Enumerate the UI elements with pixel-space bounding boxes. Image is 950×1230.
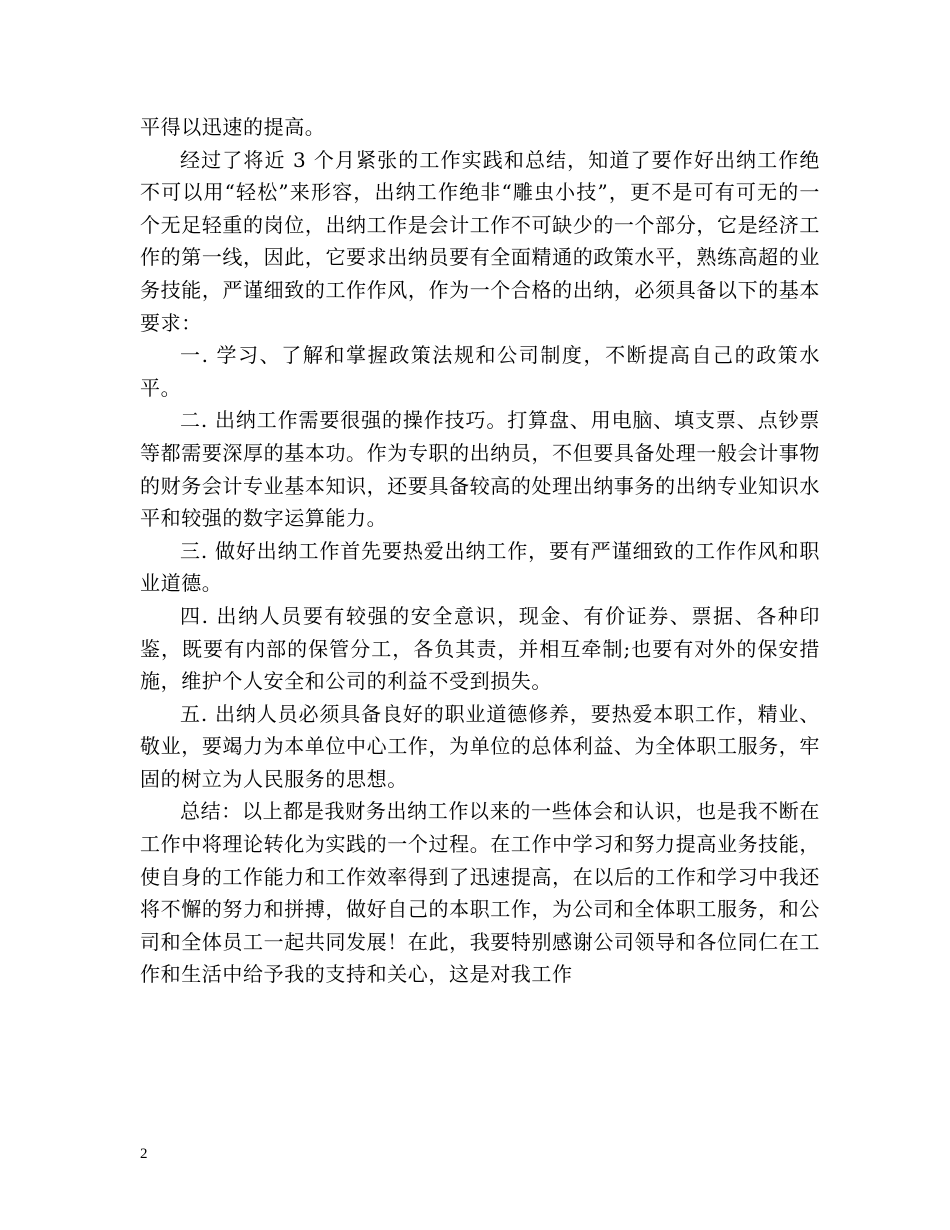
paragraph-summary: 总结：以上都是我财务出纳工作以来的一些体会和认识，也是我不断在工作中将理论转化为实践的一个过程。在工作中学习和努力提高业务技能，使自身的工作能力和工作效率得到了迅速提高，在以后的工作和学习中我还将不懈的努力和拼搏，做好自己的本职工作，为公司和全体职工服务，和公司和全体员工一起共同发展！在此，我要特别感谢公司领导和各位同仁在工作和生活中给予我的支持和关心，这是对我工作	[140, 799, 820, 987]
paragraph-requirement-4: 四. 出纳人员要有较强的安全意识，现金、有价证券、票据、各种印鉴，既要有内部的保管分工，各负其责，并相互牵制;也要有对外的保安措施，维护个人安全和公司的利益不受到损失。	[140, 603, 820, 694]
paragraph-requirement-3: 三. 做好出纳工作首先要热爱出纳工作，要有严谨细致的工作作风和职业道德。	[140, 538, 820, 596]
paragraph-continuation: 平得以迅速的提高。	[140, 115, 326, 139]
page-number: 2	[140, 1146, 148, 1162]
paragraph-intro: 经过了将近 3 个月紧张的工作实践和总结，知道了要作好出纳工作绝不可以用“轻松”来形容，出纳工作绝非“雕虫小技”，更不是可有可无的一个无足轻重的岗位，出纳工作是会计工作不可缺少的一个部分，它是经济工作的第一线，因此，它要求出纳员要有全面精通的政策水平，熟练高超的业务技能，严谨细致的工作作风，作为一个合格的出纳，必须具备以下的基本要求：	[140, 147, 820, 335]
paragraph-requirement-1: 一. 学习、了解和掌握政策法规和公司制度，不断提高自己的政策水平。	[140, 343, 820, 400]
paragraph-requirement-2: 二. 出纳工作需要很强的操作技巧。打算盘、用电脑、填支票、点钞票等都需要深厚的基本功。作为专职的出纳员，不但要具备处理一般会计事物的财务会计专业基本知识，还要具备较高的处理出纳事务的出纳专业知识水平和较强的数字运算能力。	[140, 408, 820, 531]
document-body	[140, 111, 820, 991]
paragraph-requirement-5: 五. 出纳人员必须具备良好的职业道德修养，要热爱本职工作，精业、敬业，要竭力为本单位中心工作，为单位的总体利益、为全体职工服务，牢固的树立为人民服务的思想。	[140, 701, 820, 791]
